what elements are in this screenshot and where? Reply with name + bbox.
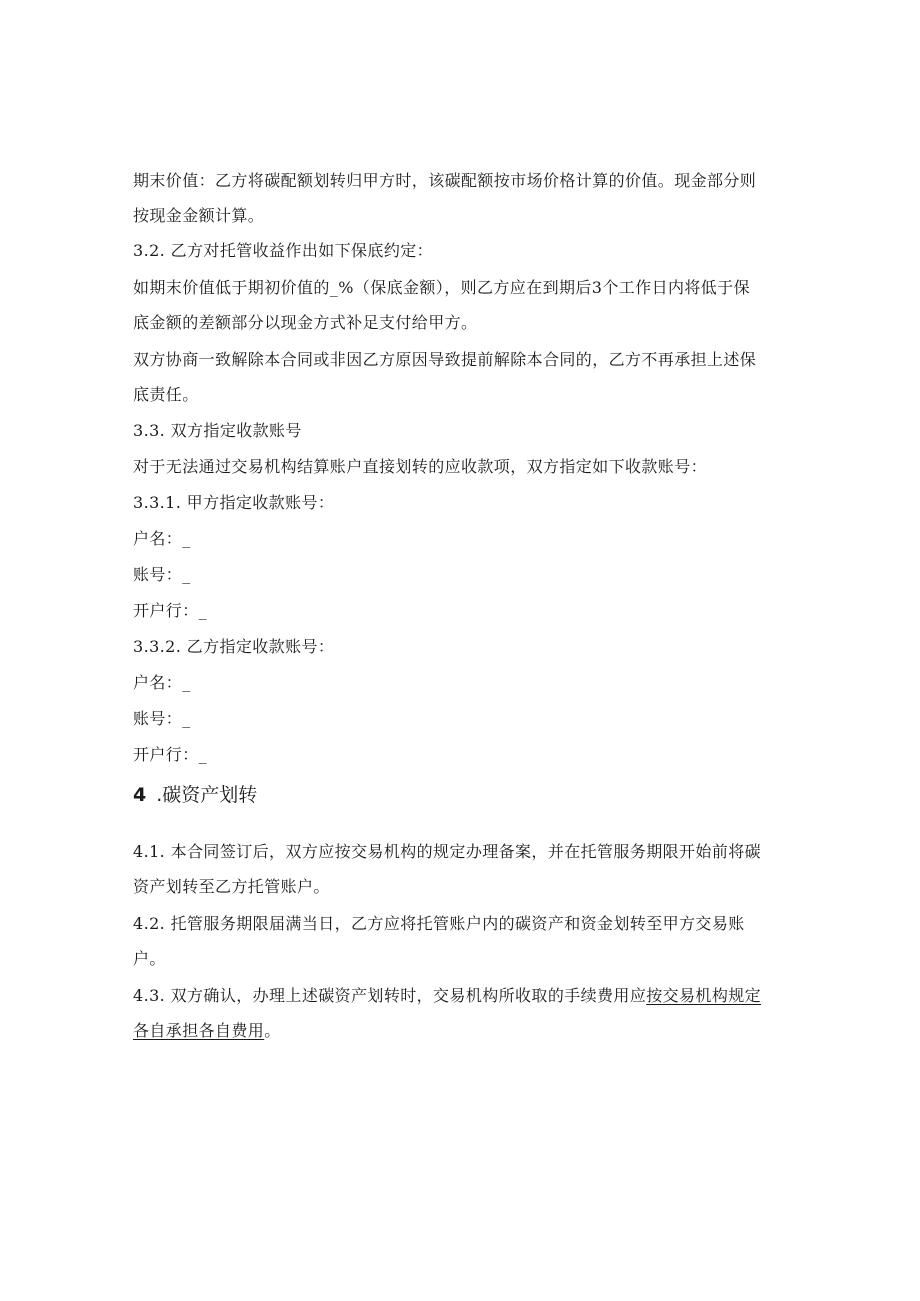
section-3-3-heading: 3.3. 双方指定收款账号 [133,421,302,440]
section-4-3-tail: 。 [264,1021,281,1040]
party-b-account-name: 户名：_ [133,673,191,692]
party-a-account-number: 账号：_ [133,565,191,584]
paragraph-end-value-line1: 期末价值：乙方将碳配额划转归甲方时，该碳配额按市场价格计算的价值。现金部分则 [133,171,757,190]
section-4-title: .碳资产划转 [156,784,258,806]
section-4-3-underlined-text-cont: 各自承担各自费用 [133,1021,265,1040]
paragraph-end-value-line2: 按现金金额计算。 [133,206,265,225]
section-4-2-line1: 4.2. 托管服务期限届满当日，乙方应将托管账户内的碳资产和资金划转至甲方交易账 [133,914,745,933]
paragraph-accounts-intro: 对于无法通过交易机构结算账户直接划转的应收款项，双方指定如下收款账号： [133,457,708,476]
section-4-3-underlined-text: 按交易机构规定 [646,986,762,1005]
party-a-account-name: 户名：_ [133,529,191,548]
paragraph-guarantee-line1: 如期末价值低于期初价值的_%（保底金额），则乙方应在到期后3个工作日内将低于保 [133,278,750,297]
section-4-3-line2 [133,1020,793,1042]
paragraph-termination-line2: 底责任。 [133,385,199,404]
section-3-3-1-heading: 3.3.1. 甲方指定收款账号： [133,493,335,512]
party-b-account-number: 账号：_ [133,709,191,728]
paragraph-guarantee-line2: 底金额的差额部分以现金方式补足支付给甲方。 [133,313,478,332]
paragraph-termination-line1: 双方协商一致解除本合同或非因乙方原因导致提前解除本合同的，乙方不再承担上述保 [133,350,757,369]
section-3-3-2-heading: 3.3.2. 乙方指定收款账号： [133,637,335,656]
section-4-1-line1: 4.1. 本合同签订后，双方应按交易机构的规定办理备案，并在托管服务期限开始前将碳 [133,842,762,861]
section-4-2-line2: 户。 [133,949,166,968]
party-a-bank: 开户行：_ [133,601,208,620]
party-b-bank: 开户行：_ [133,745,208,764]
section-4-3-line1 [133,985,793,1007]
section-4-number: 4 [133,784,147,806]
section-4-heading [133,782,257,808]
section-3-2-heading: 3.2. 乙方对托管收益作出如下保底约定： [133,241,434,260]
section-4-1-line2: 资产划转至乙方托管账户。 [133,877,330,896]
section-4-3-text: 4.3. 双方确认，办理上述碳资产划转时，交易机构所收取的手续费用应 [133,986,647,1005]
